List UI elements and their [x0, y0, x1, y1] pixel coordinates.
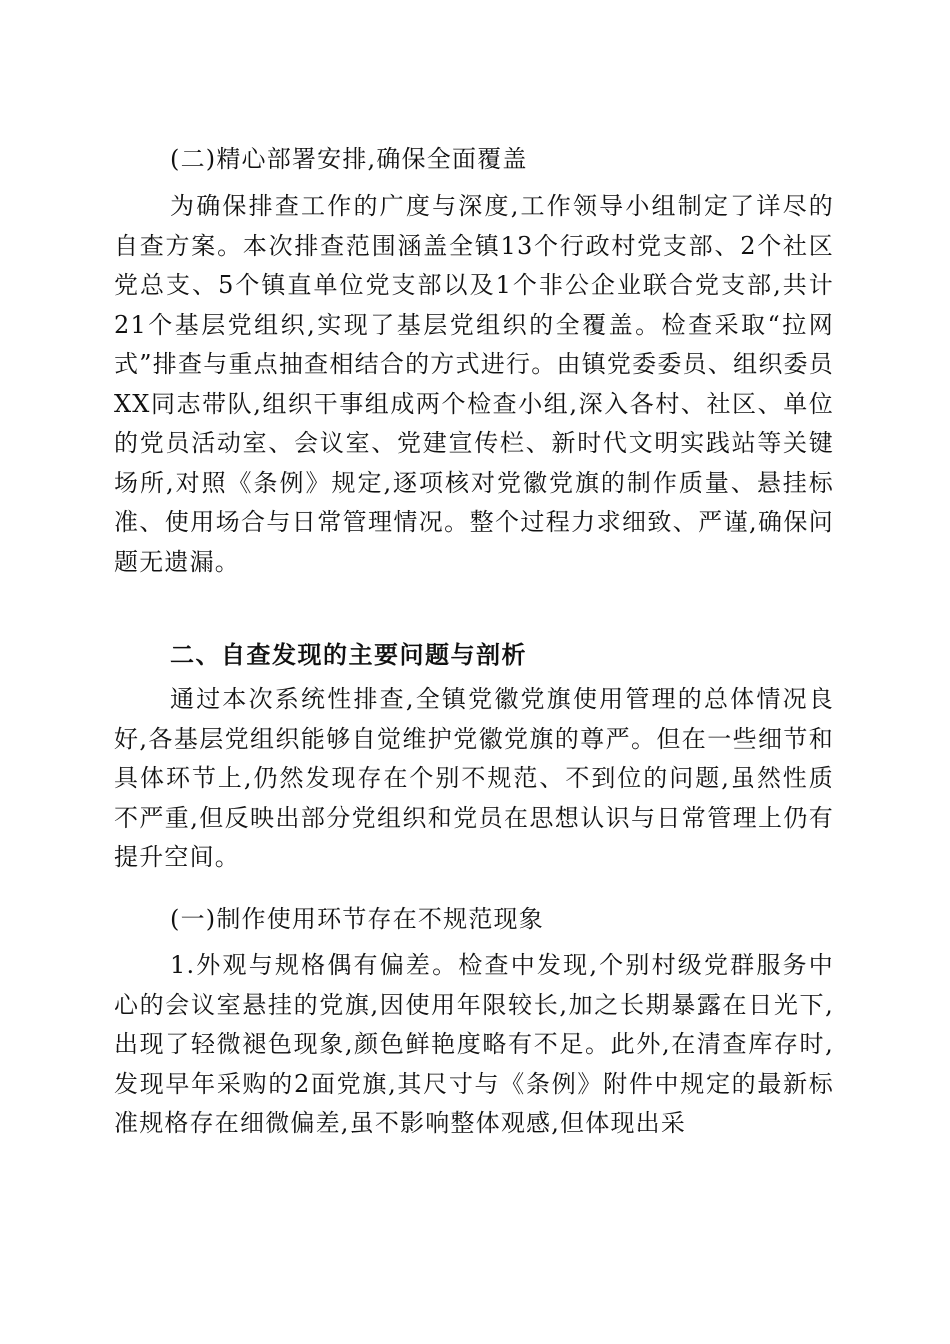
main-heading-problems: 二、自查发现的主要问题与剖析	[170, 641, 527, 669]
paragraph-problems-overview: 通过本次系统性排查,全镇党徽党旗使用管理的总体情况良好,各基层党组织能够自觉维护党徽党旗的尊严。但在一些细节和具体环节上,仍然发现存在个别不规范、不到位的问题,虽然性质不严重,但反映出部分党组织和党员在思想认识与日常管理上仍有提升空间。	[114, 685, 834, 871]
paragraph-deployment: 为确保排查工作的广度与深度,工作领导小组制定了详尽的自查方案。本次排查范围涵盖全镇13个行政村党支部、2个社区党总支、5个镇直单位党支部以及1个非公企业联合党支部,共计21个基层党组织,实现了基层党组织的全覆盖。检查采取“拉网式”排查与重点抽查相结合的方式进行。由镇党委委员、组织委员XX同志带队,组织干事组成两个检查小组,深入各村、社区、单位的党员活动室、会议室、党建宣传栏、新时代文明实践站等关键场所,对照《条例》规定,逐项核对党徽党旗的制作质量、悬挂标准、使用场合与日常管理情况。整个过程力求细致、严谨,确保问题无遗漏。	[114, 192, 834, 576]
sub-heading-production: (一)制作使用环节存在不规范现象	[170, 905, 544, 933]
paragraph-item-appearance: 1.外观与规格偶有偏差。检查中发现,个别村级党群服务中心的会议室悬挂的党旗,因使用年限较长,加之长期暴露在日光下,出现了轻微褪色现象,颜色鲜艳度略有不足。此外,在清查库存时,发现早年采购的2面党旗,其尺寸与《条例》附件中规定的最新标准规格存在细微偏差,虽不影响整体观感,但体现出采	[114, 951, 834, 1137]
section-heading-deployment: (二)精心部署安排,确保全面覆盖	[170, 145, 528, 173]
